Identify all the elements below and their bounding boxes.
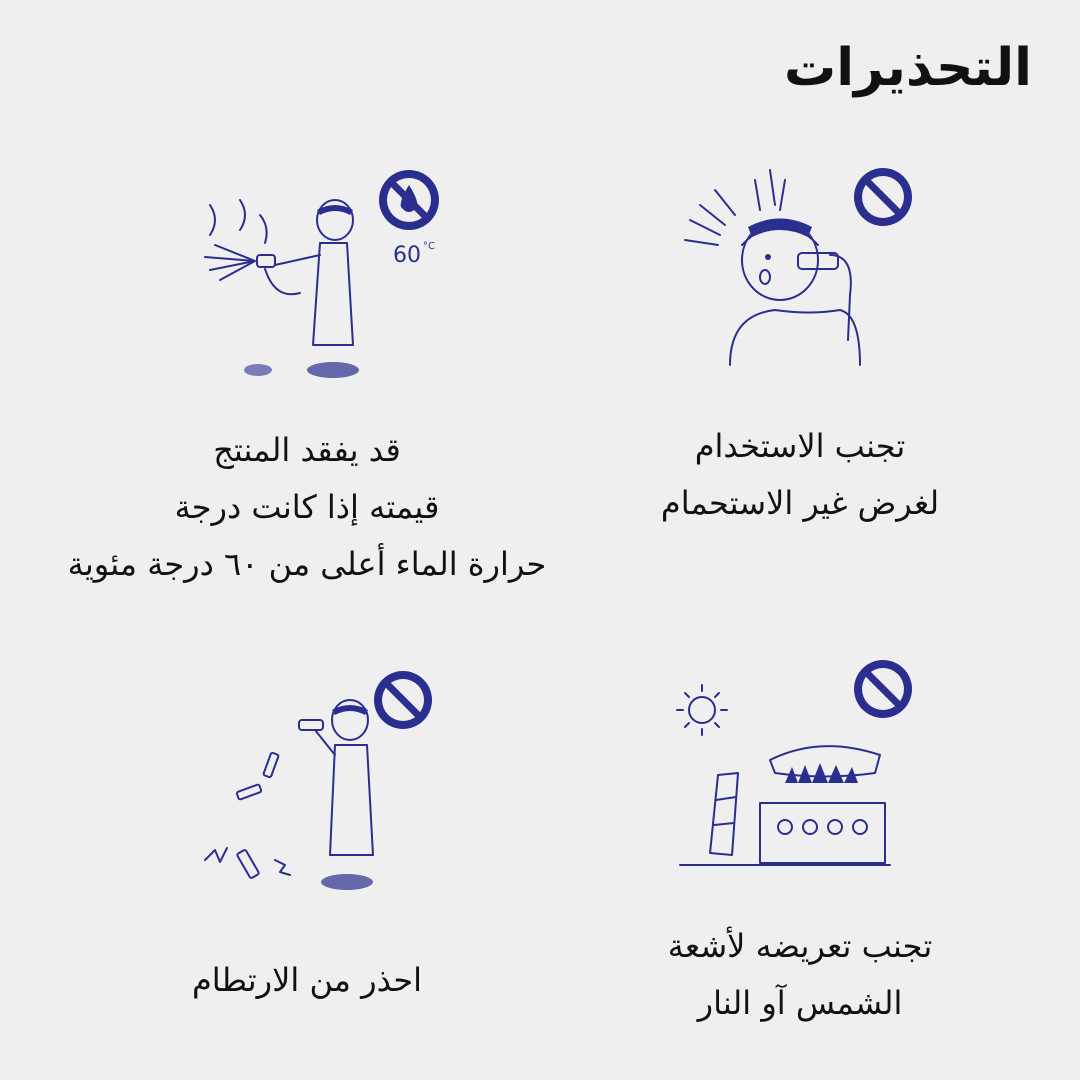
warning-illustration-hot-water bbox=[195, 165, 495, 405]
caption-line: قيمته إذا كانت درجة bbox=[174, 488, 440, 526]
warning-illustration-sun-fire bbox=[680, 655, 980, 895]
person-with-shower-icon bbox=[205, 200, 359, 378]
page-title: التحذيرات bbox=[783, 38, 1032, 98]
caption-line: حرارة الماء أعلى من ٦٠ درجة مئوية bbox=[67, 545, 547, 583]
prohibition-water-icon bbox=[379, 170, 439, 230]
warning-caption-sun-fire bbox=[540, 918, 1060, 1032]
caption-line: الشمس آو النار bbox=[697, 984, 903, 1022]
prohibition-icon bbox=[374, 671, 432, 729]
warning-illustration-drop bbox=[195, 660, 495, 900]
warning-illustration-head bbox=[680, 165, 980, 405]
warning-caption-non-bathing-use bbox=[540, 418, 1060, 532]
temperature-label: 60 bbox=[393, 243, 421, 268]
sun-icon bbox=[677, 685, 727, 735]
caption-line: احذر من الارتطام bbox=[191, 961, 423, 999]
caption-line: لغرض غير الاستحمام bbox=[660, 484, 940, 522]
person-icon bbox=[685, 170, 860, 365]
stove-fire-icon bbox=[760, 746, 885, 863]
temperature-unit: °C bbox=[423, 241, 435, 252]
warning-caption-impact bbox=[47, 952, 567, 1009]
prohibition-icon bbox=[854, 660, 912, 718]
person-dropping-icon bbox=[205, 700, 373, 890]
caption-line: تجنب تعريضه لأشعة bbox=[667, 927, 933, 965]
warning-caption-water-temperature bbox=[47, 422, 567, 593]
prohibition-icon bbox=[854, 168, 912, 226]
caption-line: تجنب الاستخدام bbox=[694, 427, 906, 465]
caption-line: قد يفقد المنتج bbox=[213, 431, 401, 469]
